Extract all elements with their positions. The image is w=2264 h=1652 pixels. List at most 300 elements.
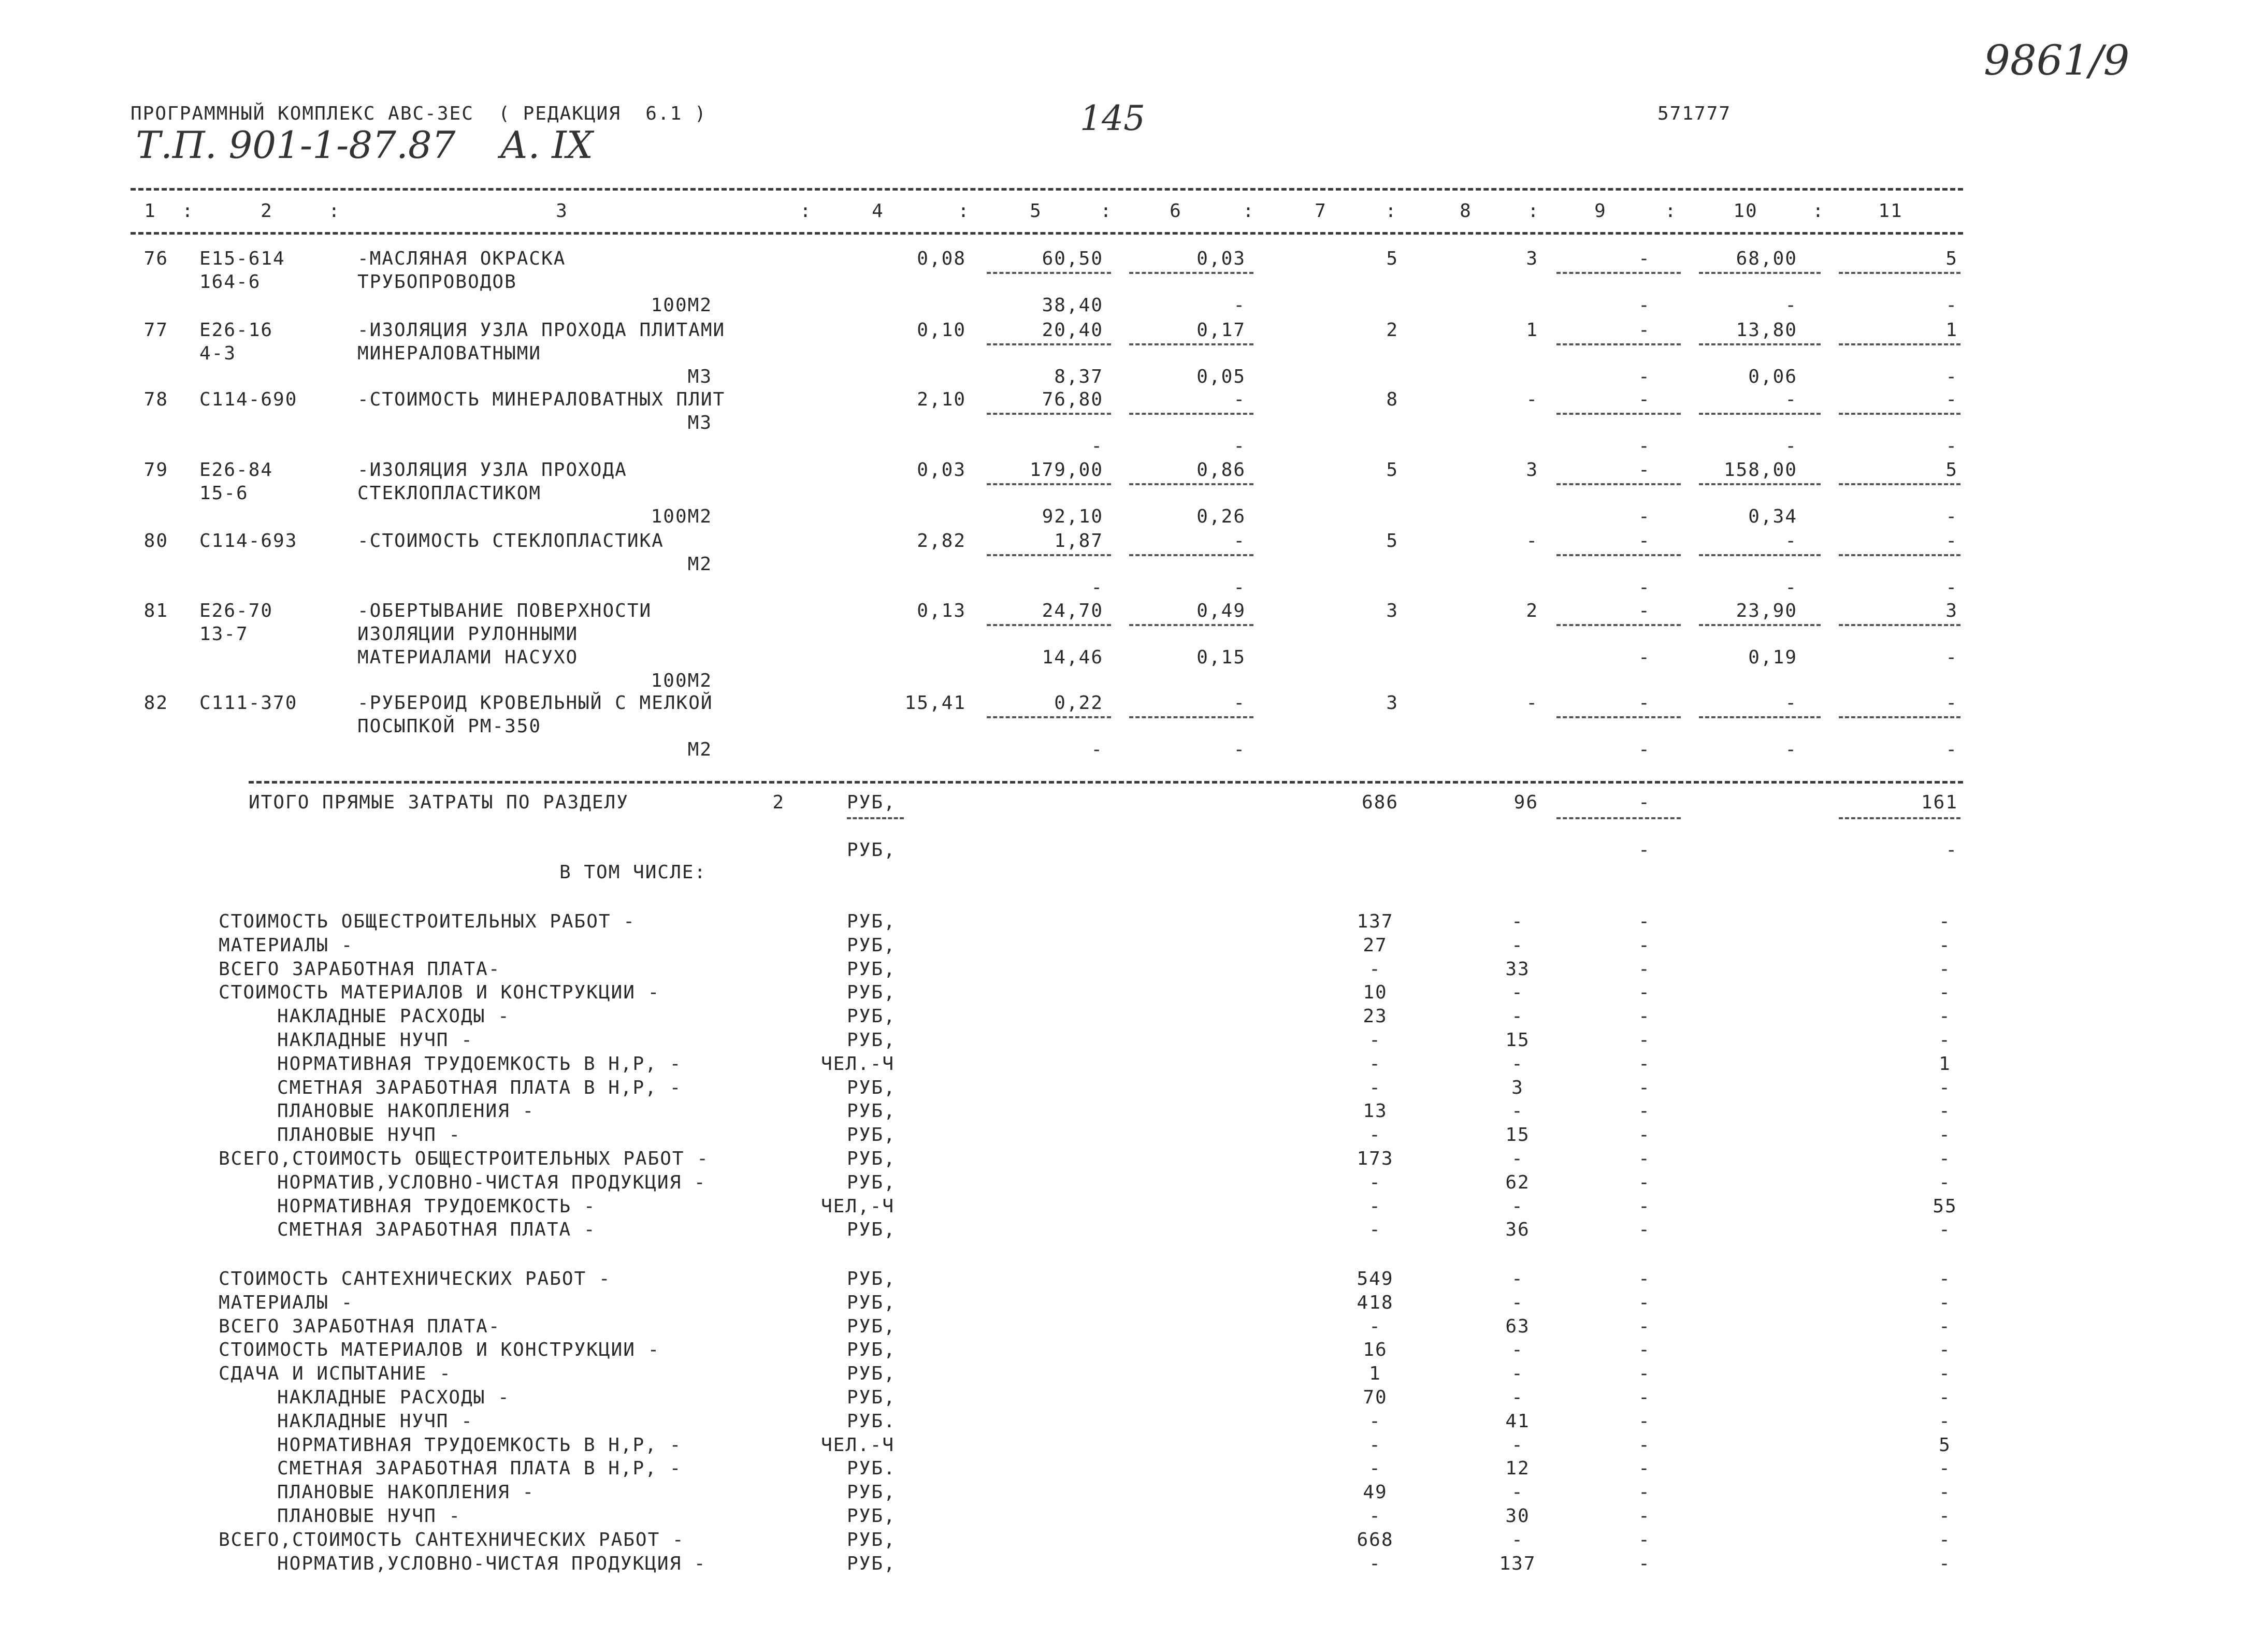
summary-wage: - [1511,1387,1524,1408]
header-bottom-rule [131,232,1963,235]
summary-cost: 49 [1363,1482,1388,1503]
labor-total-machines: - [1945,577,1958,598]
unit-price-wage: 92,10 [1042,506,1103,527]
summary-unit: РУБ, [847,934,896,956]
labor-norm: - [1785,530,1797,552]
machines-wage: 0,26 [1196,506,1246,527]
summary-label: СТОИМОСТЬ МАТЕРИАЛОВ И КОНСТРУКЦИИ - [219,982,660,1004]
rule-line [1556,554,1681,556]
rule-line [847,817,904,819]
column-separator: : [800,200,811,222]
item-description: -ИЗОЛЯЦИЯ УЗЛА ПРОХОДА [357,459,627,481]
labor-total: - [1945,839,1958,861]
summary-col9: - [1638,1363,1651,1385]
summary-cost: - [1369,1458,1381,1480]
quantity: 0,10 [917,320,966,341]
summary-labor: - [1939,1315,1951,1337]
unit-price-machines: - [1233,389,1246,410]
summary-label: НОРМАТИВНАЯ ТРУДОЕМКОСТЬ В Н,Р, - [277,1434,682,1456]
summary-unit: РУБ, [847,982,896,1004]
summary-col9: - [1638,934,1651,956]
summary-col9: - [1638,1482,1651,1503]
rule-line [1839,413,1960,415]
summary-cost: - [1369,1505,1381,1527]
column-separator: : [958,200,969,222]
unit-price-machines: - [1233,530,1246,552]
col9-value: - [1638,839,1651,861]
column-number-8: 8 [1460,200,1472,222]
summary-labor: - [1939,1124,1951,1146]
summary-label: НОРМАТИВНАЯ ТРУДОЕМКОСТЬ В Н,Р, - [277,1053,682,1075]
labor-norm: 158,00 [1723,459,1797,481]
col9-value: - [1638,248,1651,269]
rule-line [1839,343,1960,345]
summary-cost: 1 [1369,1363,1381,1385]
quantity: 0,13 [917,600,966,621]
unit-price-wage: 14,46 [1042,647,1103,668]
rule-line [1839,624,1960,626]
item-description: -ИЗОЛЯЦИЯ УЗЛА ПРОХОДА ПЛИТАМИ [357,320,726,341]
unit-price: 24,70 [1042,600,1103,621]
rule-line [987,624,1111,626]
unit-price-machines: 0,49 [1196,600,1246,621]
summary-wage: - [1511,934,1524,956]
rate-code: 164-6 [199,271,261,293]
col9-value: - [1638,506,1651,527]
summary-labor: - [1939,1529,1951,1550]
unit-price: 1,87 [1054,530,1103,552]
rule-line [1556,483,1681,485]
column-number-9: 9 [1594,200,1607,222]
unit-price-wage: - [1091,436,1103,457]
page-number: 145 [1080,98,1145,138]
summary-unit: РУБ, [847,911,896,932]
rule-line [1699,343,1821,345]
labor-total: - [1945,389,1958,410]
unit-price: 60,50 [1042,248,1103,269]
rule-line [987,272,1111,274]
column-separator: : [1100,200,1112,222]
col9-value: - [1638,577,1651,598]
summary-labor: - [1939,1171,1951,1193]
summary-label: ВСЕГО ЗАРАБОТНАЯ ПЛАТА- [219,958,501,980]
rule-line [1129,624,1253,626]
col9-value: - [1638,739,1651,760]
summary-unit: РУБ, [847,1148,896,1169]
rate-code: 13-7 [199,624,249,645]
summary-unit: РУБ, [847,1077,896,1098]
labor-norm: 68,00 [1736,248,1797,269]
summary-cost: - [1369,958,1381,980]
column-number-7: 7 [1315,200,1327,222]
labor-norm-machines: 0,06 [1748,366,1797,387]
column-number-6: 6 [1170,200,1182,222]
summary-cost: 173 [1357,1148,1394,1169]
including-label: В ТОМ ЧИСЛЕ: [559,862,707,883]
summary-col9: - [1638,1195,1651,1217]
rule-line [1129,483,1253,485]
summary-col9: - [1638,1387,1651,1408]
unit-price-machines: 0,86 [1196,459,1246,481]
item-description: -СТОИМОСТЬ МИНЕРАЛОВАТНЫХ ПЛИТ [357,389,726,410]
row-number: 76 [143,248,168,269]
machines-wage: - [1233,739,1246,760]
summary-labor: - [1939,982,1951,1004]
col9-value: - [1638,459,1651,481]
summary-col9: - [1638,1529,1651,1550]
section-number: 2 [772,792,785,813]
labor-norm-machines: - [1785,436,1797,457]
section-total-label: ИТОГО ПРЯМЫЕ ЗАТРАТЫ ПО РАЗДЕЛУ [249,792,629,813]
total-cost: 3 [1386,692,1398,714]
summary-cost: - [1369,1410,1381,1432]
summary-cost: - [1369,1553,1381,1574]
summary-label: НАКЛАДНЫЕ РАСХОДЫ - [277,1387,510,1408]
summary-label: ПЛАНОВЫЕ НУЧП - [277,1124,462,1146]
summary-cost: 668 [1357,1529,1394,1550]
col9-value: - [1638,530,1651,552]
total-wage: 96 [1513,792,1538,813]
summary-label: НАКЛАДНЫЕ НУЧП - [277,1030,473,1051]
unit-of-measure: 100М2 [651,295,712,316]
col9-value: - [1638,600,1651,621]
summary-unit: РУБ, [847,1339,896,1361]
unit-price: 0,22 [1054,692,1103,714]
machines-wage: - [1233,295,1246,316]
item-description: ПОСЫПКОЙ РМ-350 [357,716,542,737]
unit-price: 76,80 [1042,389,1103,410]
summary-label: СМЕТНАЯ ЗАРАБОТНАЯ ПЛАТА - [277,1219,596,1241]
summary-wage: 12 [1505,1458,1530,1480]
column-separator: : [1243,200,1254,222]
summary-unit: РУБ, [847,1529,896,1550]
quantity: 2,82 [917,530,966,552]
summary-wage: 36 [1505,1219,1530,1241]
summary-labor: - [1939,1482,1951,1503]
summary-cost: - [1369,1195,1381,1217]
summary-wage: 15 [1505,1124,1530,1146]
labor-norm-machines: 0,19 [1748,647,1797,668]
item-description: СТЕКЛОПЛАСТИКОМ [357,483,542,504]
rule-line [1839,716,1960,718]
column-separator: : [1385,200,1396,222]
rule-line [1839,554,1960,556]
col9-value: - [1638,295,1651,316]
summary-wage: - [1511,1195,1524,1217]
rule-line [987,483,1111,485]
item-description: -СТОИМОСТЬ СТЕКЛОПЛАСТИКА [357,530,664,552]
summary-wage: 30 [1505,1505,1530,1527]
labor-norm: 13,80 [1736,320,1797,341]
summary-label: ПЛАНОВЫЕ НУЧП - [277,1505,462,1527]
item-description: -РУБЕРОИД КРОВЕЛЬНЫЙ С МЕЛКОЙ [357,692,713,714]
labor-total-machines: - [1945,366,1958,387]
summary-unit: ЧЕЛ.-Ч [821,1434,895,1456]
summary-unit: РУБ. [847,1410,896,1432]
item-description: МИНЕРАЛОВАТНЫМИ [357,343,542,364]
summary-wage: 41 [1505,1410,1530,1432]
summary-col9: - [1638,958,1651,980]
summary-label: МАТЕРИАЛЫ - [219,934,354,956]
summary-col9: - [1638,982,1651,1004]
column-number-4: 4 [872,200,884,222]
total-wage: - [1526,530,1538,552]
summary-cost: 23 [1363,1006,1388,1027]
total-wage: 1 [1526,320,1538,341]
summary-col9: - [1638,1410,1651,1432]
labor-total-machines: - [1945,295,1958,316]
rule-line [1839,817,1960,819]
summary-labor: - [1939,1077,1951,1098]
row-number: 77 [143,320,168,341]
labor-total: - [1945,692,1958,714]
rule-line [1556,716,1681,718]
column-number-3: 3 [556,200,568,222]
summary-labor: - [1939,1030,1951,1051]
summary-col9: - [1638,1315,1651,1337]
item-description: ТРУБОПРОВОДОВ [357,271,517,293]
col9-value: - [1638,366,1651,387]
total-cost: 2 [1386,320,1398,341]
total-unit: РУБ, [847,792,896,813]
summary-labor: - [1939,934,1951,956]
summary-wage: 62 [1505,1171,1530,1193]
summary-cost: 10 [1363,982,1388,1004]
summary-labor: - [1939,911,1951,932]
rule-line [1699,624,1821,626]
summary-label: МАТЕРИАЛЫ - [219,1292,354,1313]
summary-wage: - [1511,1053,1524,1075]
summary-col9: - [1638,1100,1651,1122]
summary-label: ВСЕГО ЗАРАБОТНАЯ ПЛАТА- [219,1315,501,1337]
summary-col9: - [1638,1505,1651,1527]
summary-labor: - [1939,1553,1951,1574]
unit-price-machines: 0,17 [1196,320,1246,341]
labor-norm: - [1785,692,1797,714]
row-number: 80 [143,530,168,552]
summary-cost: 418 [1357,1292,1394,1313]
labor-total: 1 [1945,320,1958,341]
col9-value: - [1638,320,1651,341]
total-unit: РУБ, [847,839,896,861]
summary-wage: 63 [1505,1315,1530,1337]
rule-line [1556,624,1681,626]
document-code: 571777 [1657,103,1732,124]
labor-norm: - [1785,389,1797,410]
summary-wage: - [1511,1100,1524,1122]
labor-norm-machines: 0,34 [1748,506,1797,527]
summary-unit: РУБ, [847,1505,896,1527]
summary-col9: - [1638,1124,1651,1146]
summary-col9: - [1638,1077,1651,1098]
summary-label: СТОИМОСТЬ ОБЩЕСТРОИТЕЛЬНЫХ РАБОТ - [219,911,636,932]
column-number-10: 10 [1733,200,1758,222]
rate-code: Е26-84 [199,459,273,481]
summary-col9: - [1638,1006,1651,1027]
labor-norm-machines: - [1785,577,1797,598]
totals-top-rule [249,781,1963,784]
item-description: ИЗОЛЯЦИИ РУЛОННЫМИ [357,624,579,645]
column-number-2: 2 [261,200,273,222]
rule-line [1556,343,1681,345]
summary-col9: - [1638,1553,1651,1574]
rate-code: Е15-614 [199,248,285,269]
rule-line [1129,413,1253,415]
total-wage: 2 [1526,600,1538,621]
machines-wage: 0,05 [1196,366,1246,387]
labor-total-machines: - [1945,647,1958,668]
unit-price: 20,40 [1042,320,1103,341]
summary-unit: РУБ, [847,1553,896,1574]
summary-unit: РУБ. [847,1458,896,1480]
rule-line [1129,343,1253,345]
summary-unit: РУБ, [847,1219,896,1241]
total-cost: 3 [1386,600,1398,621]
summary-cost: - [1369,1053,1381,1075]
summary-unit: РУБ, [847,1171,896,1193]
summary-unit: РУБ, [847,1268,896,1289]
summary-labor: - [1939,1458,1951,1480]
col9-value: - [1638,647,1651,668]
total-wage: 3 [1526,459,1538,481]
unit-price-wage: 8,37 [1054,366,1103,387]
summary-unit: РУБ, [847,1387,896,1408]
summary-unit: РУБ, [847,1292,896,1313]
rule-line [1699,272,1821,274]
quantity: 15,41 [904,692,966,714]
summary-labor: - [1939,1148,1951,1169]
unit-price-machines: - [1233,692,1246,714]
rate-code: Е26-70 [199,600,273,621]
row-number: 81 [143,600,168,621]
labor-total: 5 [1945,248,1958,269]
unit-price-wage: - [1091,739,1103,760]
summary-labor: 55 [1933,1195,1957,1217]
machines-wage: - [1233,577,1246,598]
column-separator: : [1812,200,1824,222]
summary-label: ПЛАНОВЫЕ НАКОПЛЕНИЯ - [277,1482,535,1503]
total-wage: 3 [1526,248,1538,269]
quantity: 0,03 [917,459,966,481]
summary-wage: 15 [1505,1030,1530,1051]
summary-unit: РУБ, [847,1100,896,1122]
summary-col9: - [1638,1219,1651,1241]
summary-col9: - [1638,1458,1651,1480]
total-cost: 5 [1386,459,1398,481]
summary-cost: 70 [1363,1387,1388,1408]
total-wage: - [1526,692,1538,714]
summary-cost: 16 [1363,1339,1388,1361]
rule-line [1129,272,1253,274]
rule-line [1699,716,1821,718]
labor-total: 3 [1945,600,1958,621]
program-title: ПРОГРАММНЫЙ КОМПЛЕКС АВС-ЗЕС ( РЕДАКЦИЯ 6.1 ) [131,103,707,124]
summary-label: ВСЕГО,СТОИМОСТЬ САНТЕХНИЧЕСКИХ РАБОТ - [219,1529,685,1550]
total-wage: - [1526,389,1538,410]
summary-labor: - [1939,1292,1951,1313]
unit-of-measure: 100М2 [651,506,712,527]
total-cost: 5 [1386,248,1398,269]
summary-unit: ЧЕЛ.-Ч [821,1053,895,1075]
summary-unit: РУБ, [847,1315,896,1337]
summary-unit: РУБ, [847,1124,896,1146]
summary-cost: 13 [1363,1100,1388,1122]
summary-labor: - [1939,1339,1951,1361]
unit-price-wage: - [1091,577,1103,598]
summary-wage: - [1511,1434,1524,1456]
summary-label: СДАЧА И ИСПЫТАНИЕ - [219,1363,452,1385]
summary-label: НОРМАТИВНАЯ ТРУДОЕМКОСТЬ - [277,1195,596,1217]
rate-code: С114-690 [199,389,298,410]
labor-total-machines: - [1945,436,1958,457]
col9-value: - [1638,436,1651,457]
labor-norm-machines: - [1785,739,1797,760]
summary-label: СМЕТНАЯ ЗАРАБОТНАЯ ПЛАТА В Н,Р, - [277,1077,682,1098]
rate-code: С111-370 [199,692,298,714]
quantity: 2,10 [917,389,966,410]
summary-col9: - [1638,1339,1651,1361]
rule-line [1129,716,1253,718]
summary-label: НОРМАТИВ,УСЛОВНО-ЧИСТАЯ ПРОДУКЦИЯ - [277,1171,706,1193]
summary-wage: - [1511,1339,1524,1361]
labor-total-machines: - [1945,506,1958,527]
album-number: А. IX [500,123,593,167]
header-top-rule [131,188,1963,191]
summary-col9: - [1638,1292,1651,1313]
labor-total: - [1945,530,1958,552]
rate-code: 15-6 [199,483,249,504]
unit-of-measure: М3 [687,412,712,433]
rule-line [1699,554,1821,556]
summary-labor: 1 [1939,1053,1951,1075]
unit-of-measure: М2 [687,554,712,575]
summary-unit: РУБ, [847,958,896,980]
summary-col9: - [1638,1148,1651,1169]
unit-of-measure: 100М2 [651,670,712,691]
rule-line [1129,554,1253,556]
summary-wage: 3 [1511,1077,1524,1098]
summary-cost: - [1369,1434,1381,1456]
summary-label: ВСЕГО,СТОИМОСТЬ ОБЩЕСТРОИТЕЛЬНЫХ РАБОТ - [219,1148,709,1169]
unit-price-machines: 0,03 [1196,248,1246,269]
corner-note: 9861/9 [1984,36,2130,84]
col9-value: - [1638,692,1651,714]
labor-total-machines: - [1945,739,1958,760]
total-cost: 686 [1361,792,1398,813]
rate-code: Е26-16 [199,320,273,341]
column-separator: : [328,200,340,222]
summary-cost: - [1369,1315,1381,1337]
summary-unit: РУБ, [847,1006,896,1027]
summary-unit: ЧЕЛ,-Ч [821,1195,895,1217]
summary-labor: - [1939,1268,1951,1289]
machines-wage: - [1233,436,1246,457]
summary-cost: 549 [1357,1268,1394,1289]
summary-label: СТОИМОСТЬ МАТЕРИАЛОВ И КОНСТРУКЦИИ - [219,1339,660,1361]
summary-cost: - [1369,1124,1381,1146]
labor-total: 161 [1921,792,1958,813]
unit-price: 179,00 [1029,459,1103,481]
item-description: -МАСЛЯНАЯ ОКРАСКА [357,248,566,269]
unit-price-wage: 38,40 [1042,295,1103,316]
rate-code: 4-3 [199,343,237,364]
summary-cost: - [1369,1030,1381,1051]
summary-unit: РУБ, [847,1482,896,1503]
rule-line [987,554,1111,556]
summary-label: НАКЛАДНЫЕ РАСХОДЫ - [277,1006,510,1027]
row-number: 82 [143,692,168,714]
summary-wage: - [1511,1363,1524,1385]
